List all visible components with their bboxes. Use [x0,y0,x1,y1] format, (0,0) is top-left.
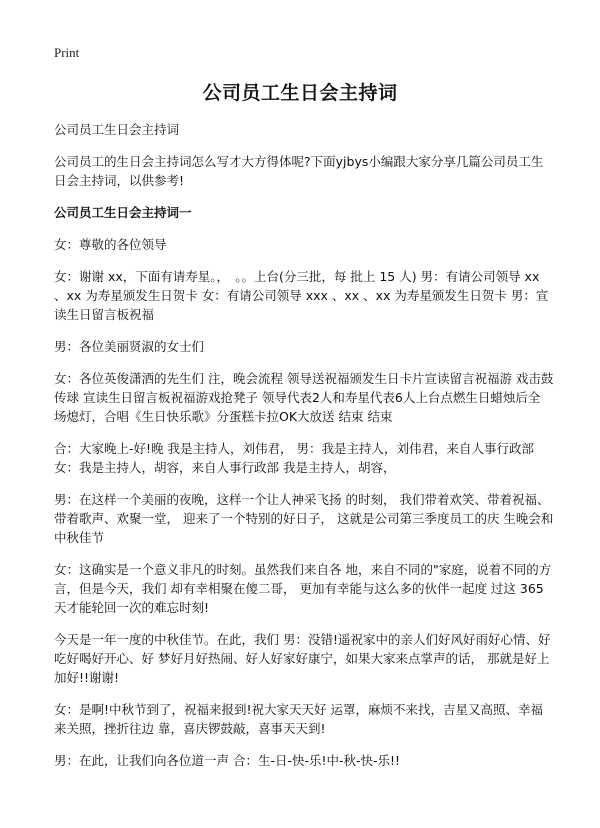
body-paragraph: 男：在此，让我们向各位道一声 合：生-日-快-乐!中-秋-快-乐!! [54,753,401,768]
body-paragraph: 男：各位美丽贤淑的女士们 [54,339,205,354]
section-heading: 公司员工生日会主持词一 [54,205,192,220]
print-label: Print [54,45,80,60]
body-paragraph: 女：这确实是一个意义非凡的时刻。虽然我们来自各 地，来自不同的"家庭，说着不同的方言，但是今天，我们 却有幸相聚在傻二哥， 更加有幸能与这么多的伙伴一起度 过这 365 天才能轮回一次的难忘时刻! [54,562,552,615]
body-paragraph: 公司员工生日会主持词 [54,122,180,137]
body-paragraph: 女：是啊!中秋节到了，祝福来报到!祝大家天天好 运罩，麻烦不来找，吉星又高照、幸福来关照，挫折往边 靠，喜庆锣鼓敲，喜事天天到! [54,702,543,736]
body-paragraph: 女：谢谢 xx，下面有请寿星。， 。。上台(分三批，每 批上 15 人) 男：有请公司领导 xx 、xx 为寿星颁发生日贺卡 女：有请公司领导 xxx 、xx 、xx 为寿星颁发生日贺卡 男：宣读生日留言板祝福 [54,269,549,322]
body-paragraph: 公司员工的生日会主持词怎么写才大方得体呢?下面yjbys小编跟大家分享几篇公司员工生日会主持词，以供参考! [54,154,544,188]
body-paragraph: 男：在这样一个美丽的夜晚，这样一个让人神采飞扬 的时刻， 我们带着欢笑、带着祝福、带着歌声、欢聚一堂， 迎来了一个特别的好日子， 这就是公司第三季度员工的庆 生晚会和中秋佳节 [54,492,554,545]
document-body [54,120,554,783]
document-title: 公司员工生日会主持词 [202,82,398,104]
body-paragraph: 女：尊敬的各位领导 [54,237,167,252]
body-paragraph: 合：大家晚上-好!晚 我是主持人，刘伟君， 男：我是主持人，刘伟君，来自人事行政部 女：我是主持人，胡容，来自人事行政部 我是主持人，胡容， [54,441,534,475]
body-paragraph: 女：各位英俊潇洒的先生们 注，晚会流程 领导送祝福颁发生日卡片宣读留言祝福游 戏击鼓传球 宣读生日留言板祝福游戏抢凳子 领导代表2人和寿星代表6人上台点燃生日蜡烛后全 场熄灯，合唱《生日快乐歌》分蛋糕卡拉OK大放送 结束 结束 [54,371,554,424]
body-paragraph: 今天是一年一度的中秋佳节。在此，我们 男：没错!遥祝家中的亲人们好风好雨好心情、好吃好喝好开心、好 梦好月好热闹、好人好家好康宁，如果大家来点掌声的话， 那就是好上加好!!谢谢! [54,632,551,685]
